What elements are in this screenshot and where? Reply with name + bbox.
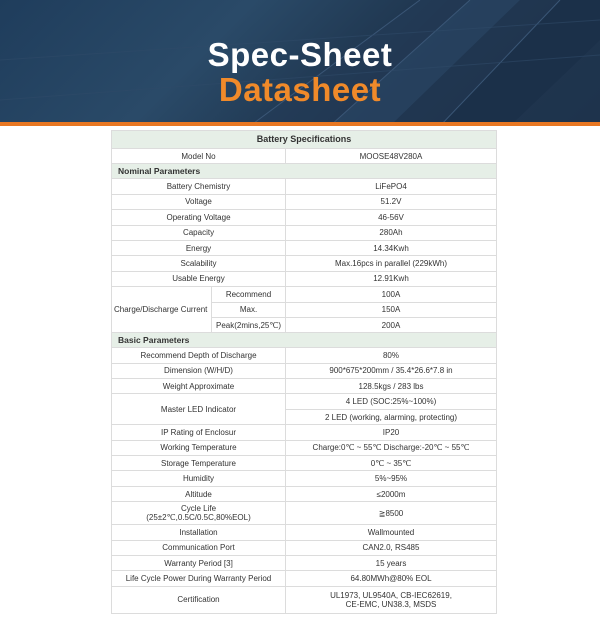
- row-value: 51.2V: [286, 194, 497, 209]
- row-label: Installation: [112, 525, 286, 540]
- row-label: Energy: [112, 240, 286, 255]
- row-value: Wallmounted: [286, 525, 497, 540]
- row-label: Battery Chemistry: [112, 179, 286, 194]
- current-group-label: Charge/Discharge Current: [112, 287, 212, 333]
- table-row: [112, 425, 497, 440]
- row-label: Scalability: [112, 256, 286, 271]
- row-value: 64.80MWh@80% EOL: [286, 571, 497, 586]
- table-row: [112, 348, 497, 363]
- section-header: [112, 164, 497, 179]
- row-label: Humidity: [112, 471, 286, 486]
- table-row: [112, 471, 497, 486]
- row-sublabel: Recommend: [212, 287, 286, 302]
- row-value: 150A: [286, 302, 497, 317]
- table-title: Battery Specifications: [112, 131, 497, 149]
- row-sublabel: Peak(2mins,25℃): [212, 317, 286, 332]
- table-row: [112, 256, 497, 271]
- row-label: Operating Voltage: [112, 210, 286, 225]
- row-label: Altitude: [112, 486, 286, 501]
- table-row: [112, 179, 497, 194]
- row-value: 100A: [286, 287, 497, 302]
- row-label: Voltage: [112, 194, 286, 209]
- row-value: 128.5kgs / 283 lbs: [286, 379, 497, 394]
- row-label: Recommend Depth of Discharge: [112, 348, 286, 363]
- row-label: Communication Port: [112, 540, 286, 555]
- row-value: 80%: [286, 348, 497, 363]
- table-row: [112, 194, 497, 209]
- spec-table: [111, 130, 497, 614]
- row-label: Life Cycle Power During Warranty Period: [112, 571, 286, 586]
- row-label: Warranty Period [3]: [112, 555, 286, 570]
- row-value: 200A: [286, 317, 497, 332]
- row-value: 900*675*200mm / 35.4*26.6*7.8 in: [286, 363, 497, 378]
- table-row: [112, 525, 497, 540]
- section-header: [112, 333, 497, 348]
- table-row: [112, 379, 497, 394]
- row-label: Usable Energy: [112, 271, 286, 286]
- row-sublabel: Max.: [212, 302, 286, 317]
- cert-line2: CE-EMC, UN38.3, MSDS: [345, 599, 437, 609]
- table-row: [112, 394, 497, 409]
- row-value: ≤2000m: [286, 486, 497, 501]
- row-value: 15 years: [286, 555, 497, 570]
- row-label: Dimension (W/H/D): [112, 363, 286, 378]
- row-label: Capacity: [112, 225, 286, 240]
- row-value: 280Ah: [286, 225, 497, 240]
- row-label: Model No: [112, 149, 286, 164]
- row-value: MOOSE48V280A: [286, 149, 497, 164]
- row-value: Max.16pcs in parallel (229kWh): [286, 256, 497, 271]
- table-row: [112, 240, 497, 255]
- cert-line1: UL1973, UL9540A, CB-IEC62619,: [330, 590, 452, 600]
- row-value: 2 LED (working, alarming, protecting): [286, 409, 497, 424]
- table-row: [112, 502, 497, 525]
- section-title: Nominal Parameters: [112, 164, 497, 179]
- header-banner: [0, 0, 600, 126]
- row-value: 4 LED (SOC:25%~100%): [286, 394, 497, 409]
- row-value: 0℃ ~ 35℃: [286, 456, 497, 471]
- row-value: CAN2.0, RS485: [286, 540, 497, 555]
- row-value: LiFePO4: [286, 179, 497, 194]
- spec-table-container: [111, 130, 497, 614]
- row-value: 46-56V: [286, 210, 497, 225]
- cycle-life-label: [112, 502, 286, 525]
- banner-title-line2: Datasheet: [218, 71, 382, 108]
- table-row: [112, 363, 497, 378]
- row-label: Master LED Indicator: [112, 394, 286, 425]
- table-row: [112, 287, 497, 302]
- row-value: ≧8500: [286, 502, 497, 525]
- row-label: Working Temperature: [112, 440, 286, 455]
- cycle-life-title: Cycle Life: [180, 504, 217, 514]
- row-label: Certification: [112, 586, 286, 613]
- table-row: [112, 456, 497, 471]
- accent-divider: [0, 122, 600, 126]
- row-value: 5%~95%: [286, 471, 497, 486]
- section-title: Basic Parameters: [112, 333, 497, 348]
- table-header-row: [112, 131, 497, 149]
- table-row: [112, 555, 497, 570]
- row-value: 14.34Kwh: [286, 240, 497, 255]
- row-value: Charge:0℃ ~ 55℃ Discharge:-20℃ ~ 55℃: [286, 440, 497, 455]
- row-label: Weight Approximate: [112, 379, 286, 394]
- table-row: [112, 225, 497, 240]
- certification-value: [286, 586, 497, 613]
- cycle-life-conditions: (25±2℃,0.5C/0.5C,80%EOL): [146, 513, 251, 523]
- table-row: [112, 486, 497, 501]
- row-label: IP Rating of Enclosur: [112, 425, 286, 440]
- table-row: [112, 440, 497, 455]
- table-row: [112, 571, 497, 586]
- row-value: 12.91Kwh: [286, 271, 497, 286]
- table-row: [112, 149, 497, 164]
- table-row: [112, 210, 497, 225]
- table-row: [112, 540, 497, 555]
- table-row: [112, 586, 497, 613]
- row-label: Storage Temperature: [112, 456, 286, 471]
- row-value: IP20: [286, 425, 497, 440]
- table-row: [112, 271, 497, 286]
- banner-title-line1: Spec-Sheet: [207, 36, 393, 73]
